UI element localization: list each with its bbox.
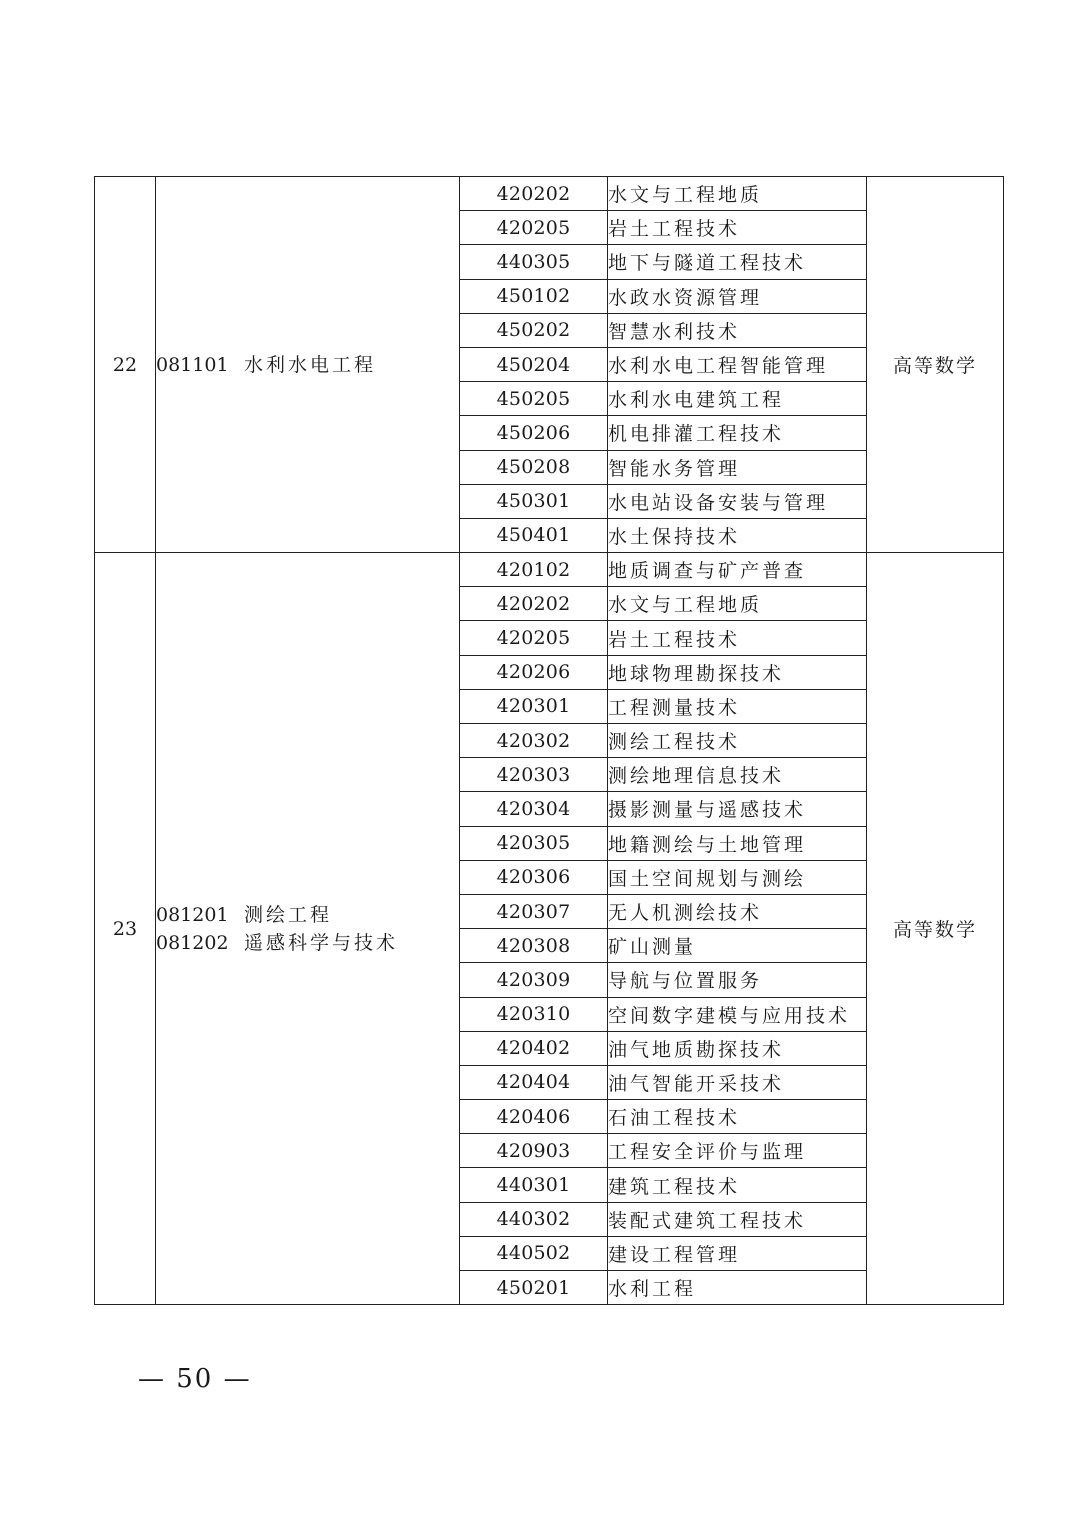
vocational-major-code: 420202 (460, 177, 608, 211)
vocational-major-code: 420306 (460, 860, 608, 894)
vocational-major-code: 420406 (460, 1100, 608, 1134)
vocational-major-code: 420301 (460, 689, 608, 723)
vocational-major-code: 440301 (460, 1168, 608, 1202)
sequence-number: 23 (95, 553, 156, 1305)
vocational-major-name: 空间数字建模与应用技术 (608, 997, 867, 1031)
vocational-major-code: 450301 (460, 484, 608, 518)
vocational-major-name: 水利工程 (608, 1271, 867, 1305)
vocational-major-name: 测绘地理信息技术 (608, 758, 867, 792)
vocational-major-name: 水电站设备安装与管理 (608, 484, 867, 518)
vocational-major-name: 无人机测绘技术 (608, 894, 867, 928)
table-row (95, 553, 1004, 587)
vocational-major-code: 420308 (460, 929, 608, 963)
vocational-major-name: 测绘工程技术 (608, 724, 867, 758)
vocational-major-code: 450204 (460, 347, 608, 381)
vocational-major-code: 450102 (460, 279, 608, 313)
undergraduate-major-name: 测绘工程 (244, 903, 333, 926)
vocational-major-code: 440305 (460, 245, 608, 279)
exam-subject: 高等数学 (867, 553, 1004, 1305)
vocational-major-code: 420205 (460, 621, 608, 655)
undergraduate-major-code: 081202 (156, 931, 229, 954)
vocational-major-code: 420903 (460, 1134, 608, 1168)
vocational-major-name: 智能水务管理 (608, 450, 867, 484)
vocational-major-name: 水政水资源管理 (608, 279, 867, 313)
vocational-major-code: 420304 (460, 792, 608, 826)
vocational-major-name: 装配式建筑工程技术 (608, 1202, 867, 1236)
vocational-major-name: 工程安全评价与监理 (608, 1134, 867, 1168)
undergraduate-major (156, 929, 459, 957)
vocational-major-code: 420205 (460, 211, 608, 245)
vocational-major-name: 岩土工程技术 (608, 211, 867, 245)
vocational-major-name: 导航与位置服务 (608, 963, 867, 997)
vocational-major-name: 水土保持技术 (608, 518, 867, 552)
vocational-major-code: 450208 (460, 450, 608, 484)
vocational-major-name: 油气地质勘探技术 (608, 1031, 867, 1065)
undergraduate-majors (156, 177, 460, 553)
vocational-major-code: 420102 (460, 553, 608, 587)
vocational-major-name: 机电排灌工程技术 (608, 416, 867, 450)
vocational-major-name: 地球物理勘探技术 (608, 655, 867, 689)
vocational-major-code: 440302 (460, 1202, 608, 1236)
vocational-major-code: 420309 (460, 963, 608, 997)
undergraduate-major (156, 901, 459, 929)
undergraduate-major-name: 水利水电工程 (244, 353, 377, 376)
table-row (95, 177, 1004, 211)
vocational-major-code: 420307 (460, 894, 608, 928)
vocational-major-name: 矿山测量 (608, 929, 867, 963)
undergraduate-major-code: 081101 (156, 353, 229, 376)
vocational-major-code: 420202 (460, 587, 608, 621)
vocational-major-code: 420305 (460, 826, 608, 860)
vocational-major-name: 水利水电工程智能管理 (608, 347, 867, 381)
vocational-major-code: 450401 (460, 518, 608, 552)
undergraduate-major-name: 遥感科学与技术 (244, 931, 399, 954)
vocational-major-name: 水文与工程地质 (608, 177, 867, 211)
vocational-major-name: 工程测量技术 (608, 689, 867, 723)
vocational-major-code: 420402 (460, 1031, 608, 1065)
vocational-major-code: 450206 (460, 416, 608, 450)
vocational-major-code: 450202 (460, 313, 608, 347)
vocational-major-code: 420206 (460, 655, 608, 689)
vocational-major-name: 国土空间规划与测绘 (608, 860, 867, 894)
vocational-major-name: 水利水电建筑工程 (608, 382, 867, 416)
vocational-major-name: 地下与隧道工程技术 (608, 245, 867, 279)
vocational-major-code: 440502 (460, 1236, 608, 1270)
vocational-major-code: 420302 (460, 724, 608, 758)
vocational-major-code: 450205 (460, 382, 608, 416)
vocational-major-name: 智慧水利技术 (608, 313, 867, 347)
sequence-number: 22 (95, 177, 156, 553)
vocational-major-name: 石油工程技术 (608, 1100, 867, 1134)
undergraduate-major-code: 081201 (156, 903, 229, 926)
vocational-major-code: 420404 (460, 1065, 608, 1099)
vocational-major-code: 450201 (460, 1271, 608, 1305)
majors-table (94, 176, 1004, 1305)
vocational-major-code: 420310 (460, 997, 608, 1031)
vocational-major-name: 水文与工程地质 (608, 587, 867, 621)
undergraduate-majors (156, 553, 460, 1305)
vocational-major-name: 建筑工程技术 (608, 1168, 867, 1202)
majors-table-body (95, 177, 1004, 1305)
vocational-major-name: 建设工程管理 (608, 1236, 867, 1270)
undergraduate-major (156, 351, 459, 379)
vocational-major-name: 岩土工程技术 (608, 621, 867, 655)
vocational-major-code: 420303 (460, 758, 608, 792)
vocational-major-name: 地质调查与矿产普查 (608, 553, 867, 587)
exam-subject: 高等数学 (867, 177, 1004, 553)
page-number: — 50 — (138, 1364, 252, 1394)
vocational-major-name: 摄影测量与遥感技术 (608, 792, 867, 826)
vocational-major-name: 地籍测绘与土地管理 (608, 826, 867, 860)
vocational-major-name: 油气智能开采技术 (608, 1065, 867, 1099)
